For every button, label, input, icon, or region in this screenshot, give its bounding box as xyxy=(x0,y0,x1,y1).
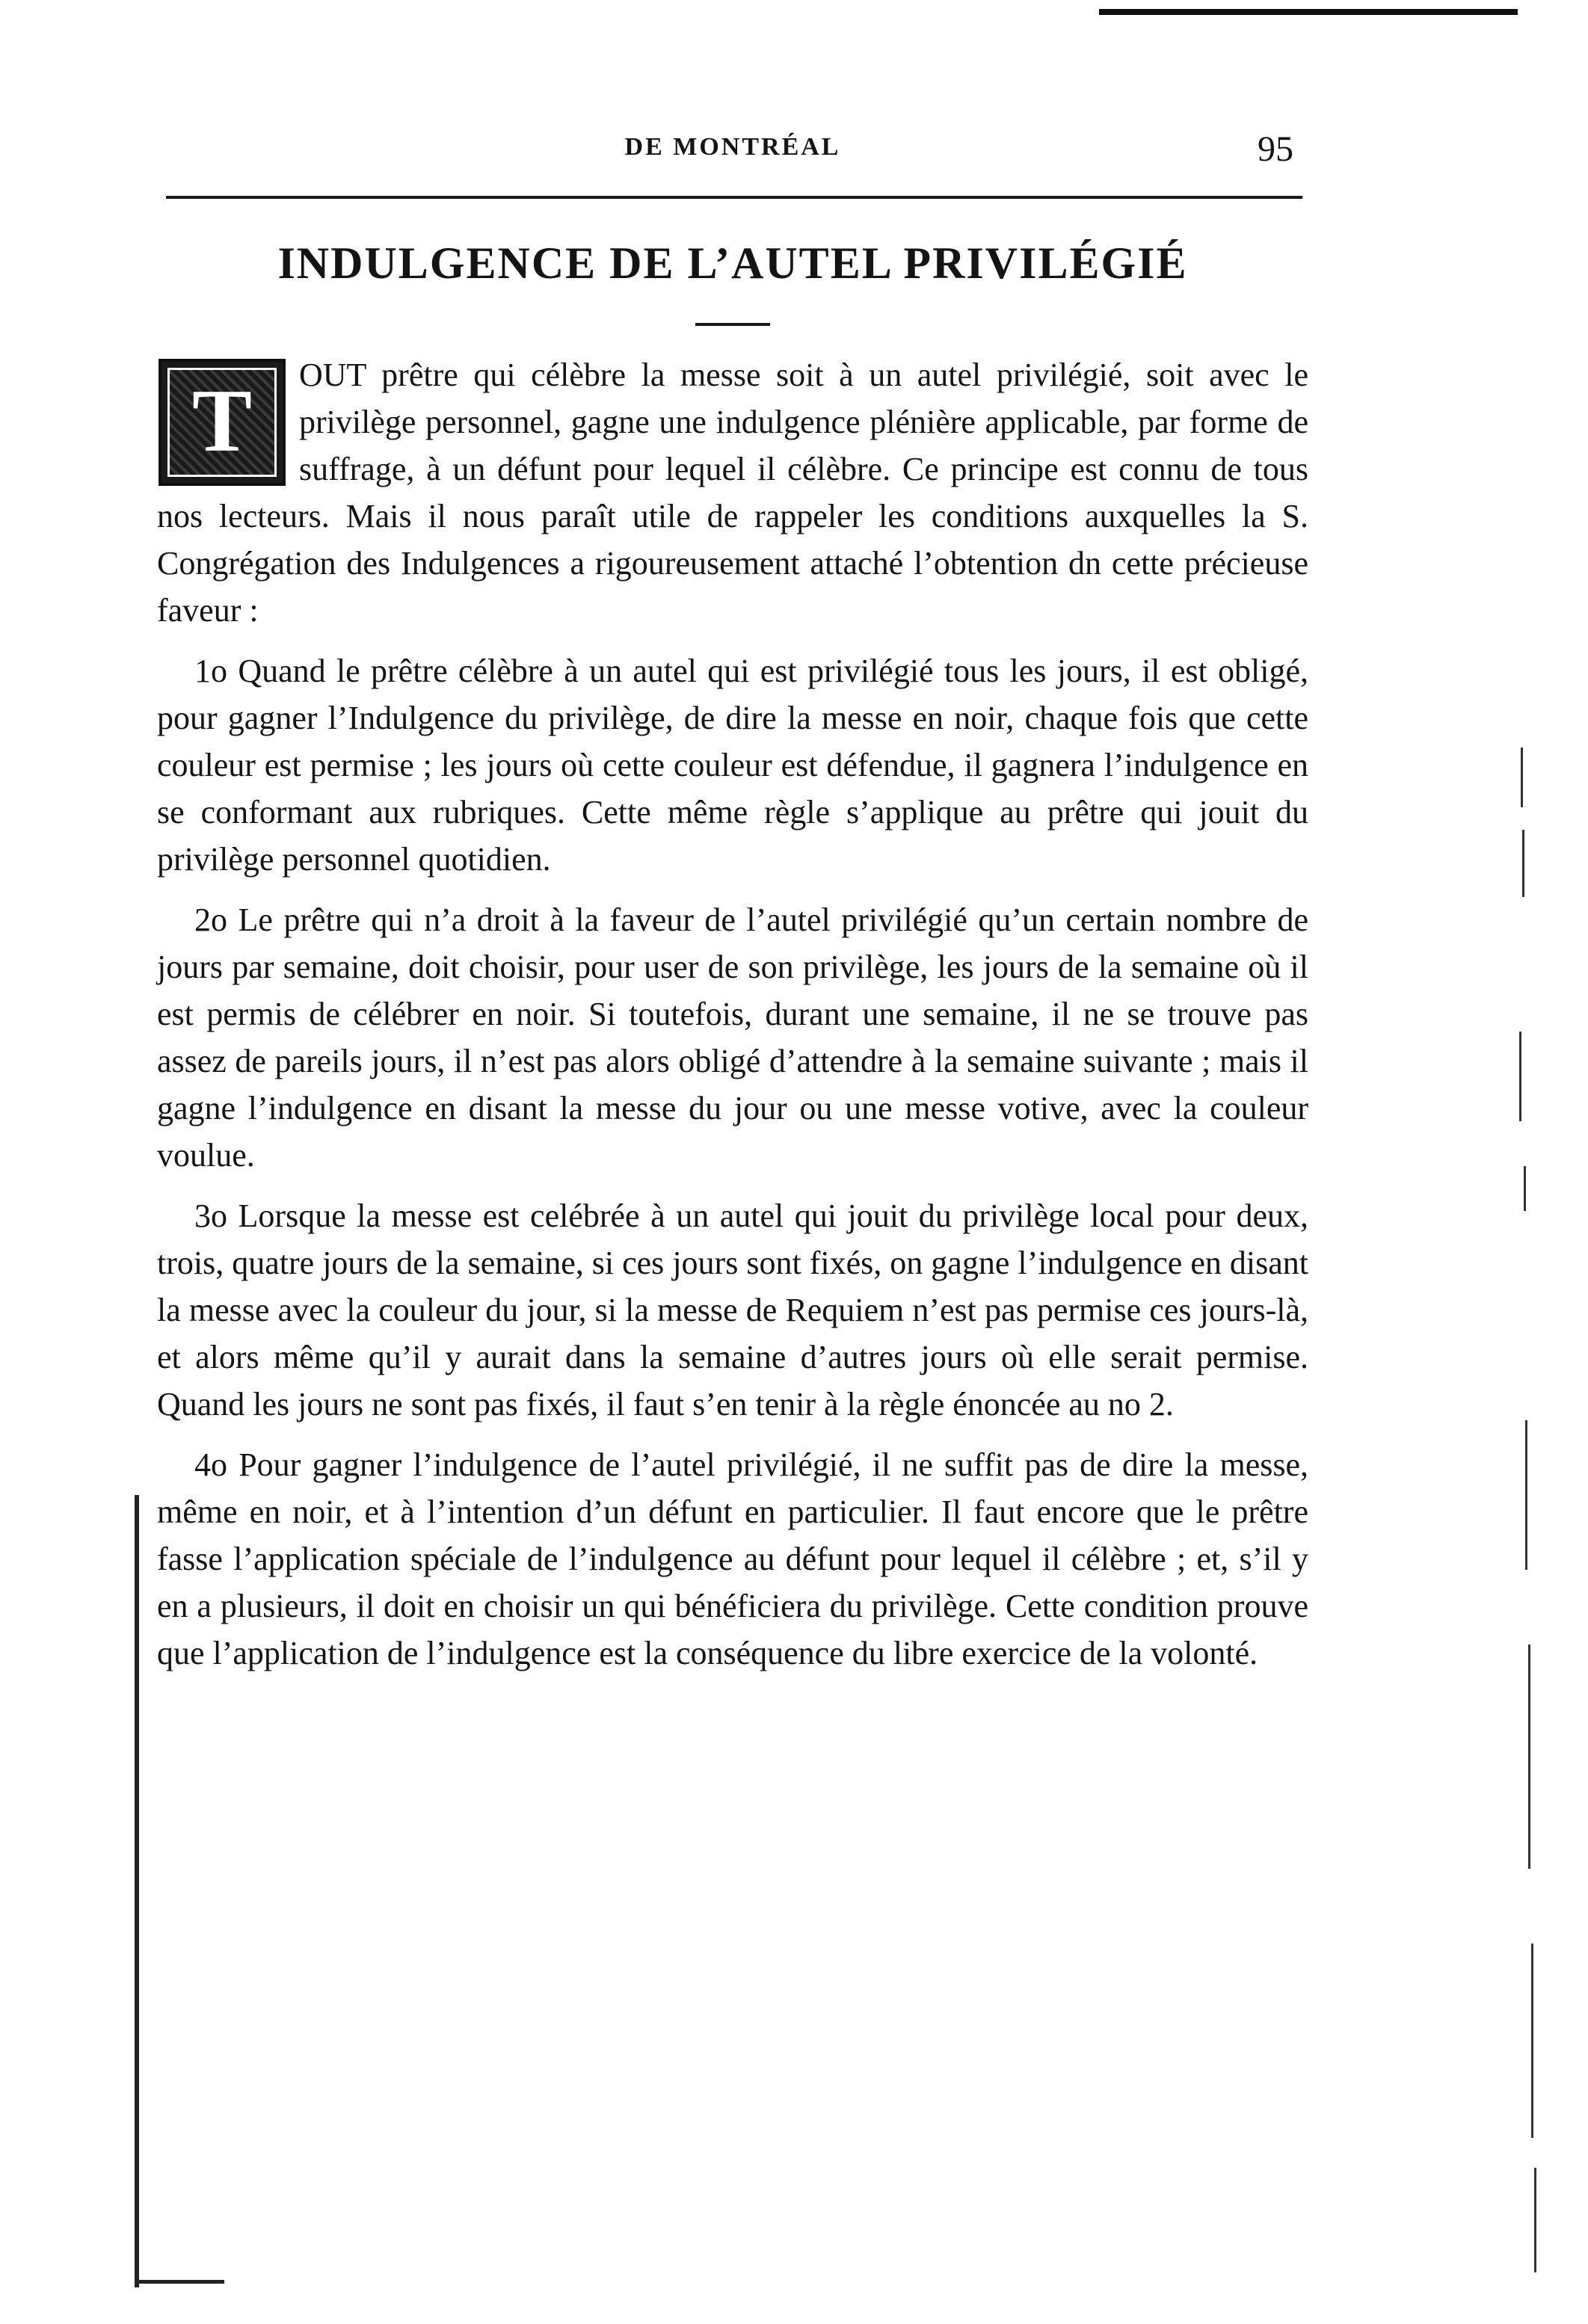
scan-left-edge xyxy=(135,1495,139,2287)
title-rule xyxy=(695,323,770,326)
page-number: 95 xyxy=(1258,129,1293,169)
numbered-paragraph-2 xyxy=(157,896,1308,1179)
paragraph-number: 4o xyxy=(194,1446,227,1483)
numbered-paragraph-3 xyxy=(157,1192,1308,1428)
numbered-paragraph-1 xyxy=(157,647,1308,883)
paragraph-number: 3o xyxy=(194,1198,227,1234)
running-header xyxy=(157,129,1308,173)
paragraph-text: Quand le prêtre célèbre à un autel qui est privilégié tous les jours, il est obligé, pour gagner l’Indulgence du privilège, de dire la messe en noir, chaque fois que cette couleur est permise ; les jours où cette couleur est défendue, il gagnera l’indulgence en se conformant aux rubriques. Cette même règle s’applique au prêtre qui jouit du privilège personnel quotidien. xyxy=(157,653,1309,878)
header-rule xyxy=(166,196,1302,199)
running-title: DE MONTRÉAL xyxy=(624,133,841,161)
paragraph-text: Le prêtre qui n’a droit à la faveur de l’autel privilégié qu’un certain nombre de jours par semaine, doit choisir, pour user de son privilège, les jours de la semaine où il est permis de célébrer en noir. Si toutefois, durant une semaine, il ne se trouve pas assez de pareils jours, il n’est pas alors obligé d’attendre à la semaine suivante ; mais il gagne l’indulgence en disant la messe du jour ou une messe votive, avec la couleur voulue. xyxy=(157,901,1309,1174)
article-body xyxy=(157,351,1308,1690)
paragraph-text: Lorsque la messe est celébrée à un autel qui jouit du privilège local pour deux, trois, quatre jours de la semaine, si ces jours sont fixés, on gagne l’indulgence en disant la messe avec la couleur du jour, si la messe de Requiem n’est pas permise ces jours-là, et alors même qu’il y aurait dans la semaine d’autres jours où elle serait permise. Quand les jours ne sont pas fixés, il faut s’en tenir à la règle énoncée au no 2. xyxy=(157,1198,1309,1423)
scan-top-rule xyxy=(1099,9,1518,15)
paragraph-text: Pour gagner l’indulgence de l’autel privilégié, il ne suffit pas de dire la messe, même en noir, et à l’intention d’un défunt en particulier. Il faut encore que le prêtre fasse l’application spéciale de l’indulgence au défunt pour lequel il célèbre ; et, s’il y en a plusieurs, il doit en choisir un qui bénéficiera du privilège. Cette condition prouve que l’application de l’indulgence est la conséquence du libre exercice de la volonté. xyxy=(157,1446,1309,1671)
drop-cap-letter: T xyxy=(191,371,253,470)
numbered-paragraph-4 xyxy=(157,1441,1308,1677)
opening-paragraph xyxy=(157,351,1308,634)
paragraph-number: 2o xyxy=(194,901,227,938)
article-title: INDULGENCE DE L’AUTEL PRIVILÉGIÉ xyxy=(277,238,1188,288)
scan-right-margin-noise xyxy=(1518,748,1555,2287)
paragraph-number: 1o xyxy=(194,653,227,689)
opening-paragraph-text: OUT prêtre qui célèbre la messe soit à un autel privilégié, soit avec le privilège personnel, gagne une indulgence plénière applicable, par forme de suffrage, à un défunt pour lequel il célèbre. Ce principe est connu de tous nos lecteurs. Mais il nous paraît utile de rappeler les conditions auxquelles la S. Congrégation des Indulgences a rigoureusement attaché l’obtention dn cette précieuse faveur : xyxy=(157,357,1308,629)
drop-cap-ornament xyxy=(159,359,286,486)
scan-left-edge-foot xyxy=(135,2280,224,2284)
